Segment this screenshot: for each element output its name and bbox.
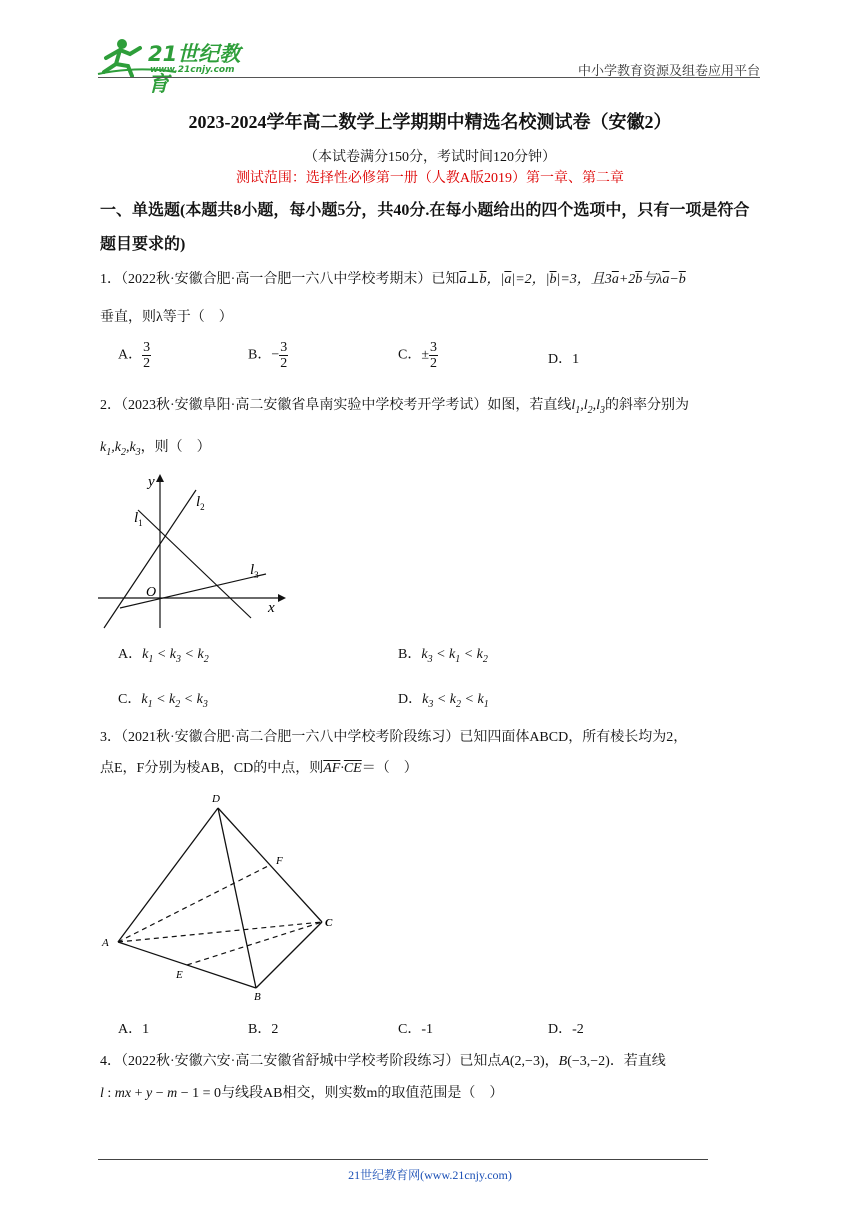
test-range: 测试范围：选择性必修第一册（人教A版2019）第一章、第二章	[235, 171, 625, 186]
q3-tetrahedron-figure	[96, 788, 346, 1008]
edge-DB	[218, 808, 256, 988]
header-platform-text: 中小学教育资源及组卷应用平台	[577, 64, 760, 79]
section-heading: 一、单选题(本题共8小题，每小题5分，共40分.在每小题给出的四个选项中，只有一项是符合题目要求的)	[100, 202, 750, 253]
edge-BC	[256, 922, 322, 988]
question-2: 2．（2023秋·安徽阜阳·高二安徽省阜南实验中学校考开学考试）如图，若直线$l_1,l_2,l_3$的斜率分别为	[100, 398, 689, 416]
l2-label: $l_2$	[196, 494, 205, 512]
exam-info: （本试卷满分150分，考试时间120分钟）	[304, 150, 556, 165]
question-4: 4．（2022秋·安徽六安·高二安徽省舒城中学校考阶段练习）已知点A(2,−3)，B(−3,−2)．若直线	[100, 1054, 666, 1069]
q1-option-b: B．− $\frac{3}{2}$	[248, 340, 288, 371]
vertex-C-label: C	[325, 917, 333, 929]
site-logo	[96, 36, 256, 96]
q3-option-c: C．-1	[398, 1022, 433, 1037]
q2-stem: 2．（2023秋·安徽阜阳·高二安徽省阜南实验中学校考开学考试）如图，若直线	[100, 398, 572, 413]
line-l1	[138, 510, 251, 618]
q2-mid: 的斜率分别为	[605, 398, 689, 413]
q4-line2: l : mx + y − m − 1 = 0与线段AB相交，则实数m的取值范围是（ ）	[100, 1086, 504, 1101]
y-axis-label: y	[148, 474, 155, 490]
edge-AD	[118, 808, 218, 942]
q3-option-a: A．1	[118, 1022, 150, 1037]
q1-line2: 垂直，则λ等于（ ）	[100, 310, 233, 325]
question-1	[100, 270, 686, 290]
q3-option-d: D．-2	[548, 1022, 584, 1037]
q2-option-c: C．$k_1 < k_2 < k_3$	[118, 692, 208, 710]
y-axis-arrow	[156, 474, 164, 482]
q1-option-d: D．1	[548, 352, 580, 367]
q2-line2: $k_1,k_2,k_3$，则（ ）	[100, 440, 211, 458]
origin-label: O	[146, 585, 157, 600]
logo-text: 21世纪教育	[148, 42, 241, 96]
vertex-B-label: B	[254, 991, 261, 1003]
q1-stem: 1．（2022秋·安徽合肥·高一合肥一六八中学校考期末）已知	[100, 272, 460, 287]
vertex-A-label: A	[102, 937, 109, 949]
q1-option-c: C．± $\frac{3}{2}$	[398, 340, 438, 371]
q2-line-figure	[96, 470, 296, 640]
segment-AF	[118, 865, 270, 942]
l3-label: $l_3$	[250, 562, 259, 580]
point-E-label: E	[176, 969, 183, 981]
point-F-label: F	[276, 855, 283, 867]
q2-option-b: B．$k_3 < k_1 < k_2$	[398, 647, 488, 665]
footer-divider	[98, 1159, 708, 1160]
line-l3	[120, 574, 266, 608]
footer-link[interactable]: 21世纪教育网(www.21cnjy.com)	[348, 1168, 512, 1182]
header-divider	[98, 77, 760, 78]
line-l2	[104, 490, 196, 628]
page-title: 2023-2024学年高二数学上学期期中精选名校测试卷（安徽2）	[188, 112, 672, 132]
x-axis-arrow	[278, 594, 286, 602]
question-3: 3．（2021秋·安徽合肥·高二合肥一六八中学校考阶段练习）已知四面体ABCD，所有棱长均为2，	[100, 730, 688, 745]
q3-line2: 点E，F分别为棱AB，CD的中点，则$\overline{AF}\cdot\overline{CE}=$（ ）	[100, 761, 418, 776]
logo-url: www.21cnjy.com	[150, 65, 235, 75]
x-axis-label: x	[268, 600, 275, 616]
l1-label: $l_1$	[134, 510, 143, 528]
q3-option-b: B．2	[248, 1022, 279, 1037]
q1-math: $\overline{a}\perp\overline{b}$，$|\overline{a}|=2$，$|\overline{b}|=3$，且$3\overline{a}+2\overline{b}$与$\lambda\overline{a}-\overline{b}$	[459, 272, 686, 287]
vertex-D-label: D	[212, 793, 220, 805]
q1-option-a: A． $\frac{3}{2}$	[118, 340, 151, 371]
q2-option-a: A．$k_1 < k_3 < k_2$	[118, 647, 209, 665]
q2-option-d: D．$k_3 < k_2 < k_1$	[398, 692, 489, 710]
